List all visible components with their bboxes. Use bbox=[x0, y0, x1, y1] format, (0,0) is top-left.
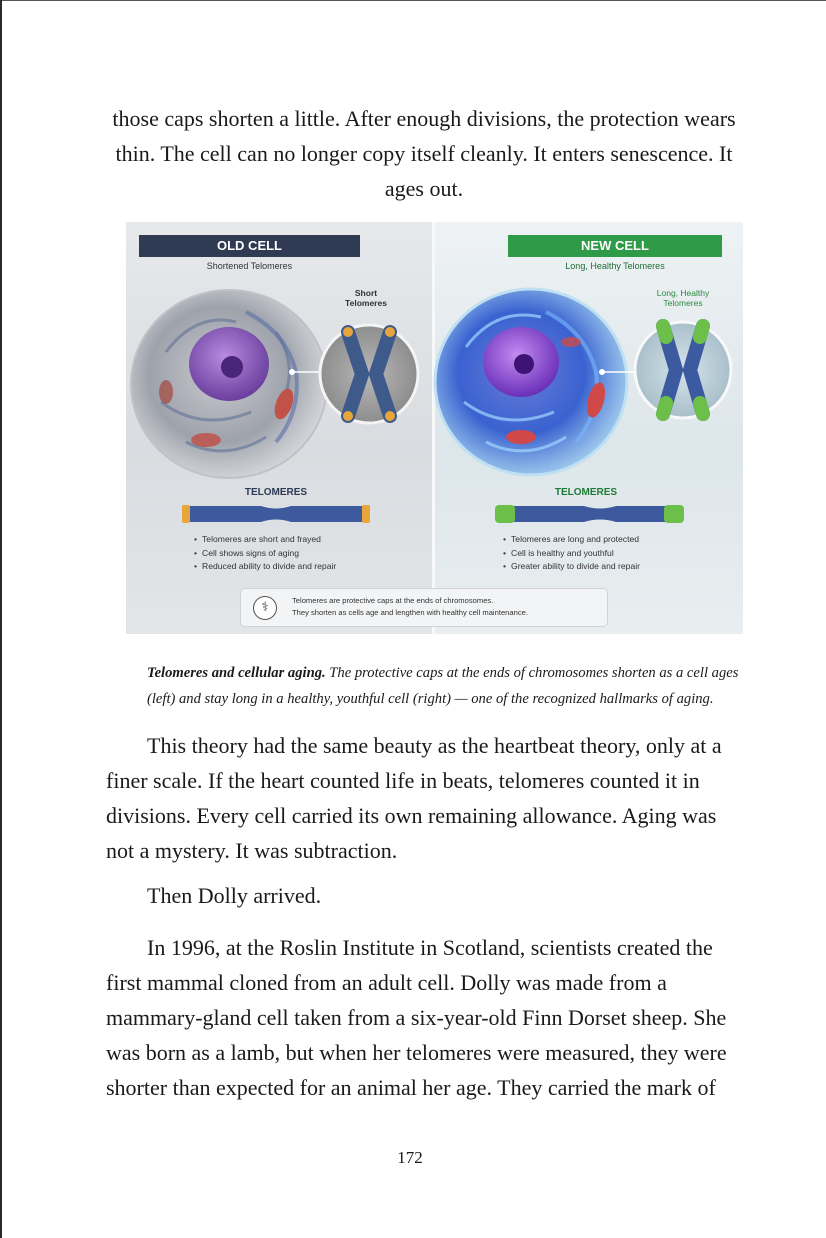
footnote-line-2: They shorten as cells age and lengthen with healthy cell maintenance. bbox=[292, 608, 528, 617]
bullet-item: • Telomeres are short and frayed bbox=[194, 533, 414, 547]
bullet-item: • Cell shows signs of aging bbox=[194, 547, 414, 561]
footnote-line-1: Telomeres are protective caps at the ends of chromosomes. bbox=[292, 596, 494, 605]
figure-caption bbox=[147, 660, 747, 712]
figure-footnote-box bbox=[240, 588, 608, 627]
new-cell-header: NEW CELL bbox=[508, 235, 722, 257]
new-callout-label: Long, Healthy Telomeres bbox=[656, 288, 710, 308]
caption-title: Telomeres and cellular aging. bbox=[147, 665, 326, 681]
body-paragraph bbox=[106, 728, 736, 868]
caption-text: The protective caps at the ends of chromosomes shorten as a cell ages (left) and stay long in a healthy, youthful cell (right) — one of the recognized hallmarks of aging. bbox=[147, 665, 739, 707]
old-chromosome-icon bbox=[320, 325, 418, 423]
intro-paragraph: those caps shorten a little. After enough divisions, the protection wears thin. The cell can no longer copy itself cleanly. It enters senescence. It ages out. bbox=[112, 106, 736, 201]
old-callout-label: Short Telomeres bbox=[345, 288, 387, 308]
figure-footnote-text bbox=[292, 595, 602, 619]
telomere-figure bbox=[126, 222, 743, 634]
old-cell-bullets bbox=[194, 533, 414, 574]
body-paragraph bbox=[106, 930, 736, 1105]
bullet-item: • Cell is healthy and youthful bbox=[503, 547, 733, 561]
new-telomere-bar-icon bbox=[495, 505, 684, 523]
old-cell-icon bbox=[131, 290, 327, 478]
new-chromosome-icon bbox=[635, 322, 731, 418]
page-left-border bbox=[0, 0, 2, 1238]
paragraph-text: In 1996, at the Roslin Institute in Scotland, scientists created the first mammal cloned from an adult cell. Dolly was made from a mammary-gland cell taken from a six-year-old Finn Dorset sheep. She was born as a lamb, but when her telomeres were measured, they were shorter than expected for an animal her age. They carried the mark of bbox=[106, 935, 727, 1100]
page-number: 172 bbox=[397, 1148, 423, 1167]
bullet-item: • Reduced ability to divide and repair bbox=[194, 560, 414, 574]
old-cell-header: OLD CELL bbox=[139, 235, 360, 257]
dna-icon: ⚕ bbox=[253, 596, 277, 620]
new-cell-icon bbox=[435, 289, 627, 475]
old-telomeres-label: TELOMERES bbox=[244, 487, 308, 498]
body-paragraph bbox=[106, 878, 736, 913]
paragraph-text: This theory had the same beauty as the heartbeat theory, only at a finer scale. If the heart counted life in beats, telomeres counted it in divisions. Every cell carried its own remaining allowance. Aging was not a mystery. It was subtraction. bbox=[106, 733, 722, 863]
new-telomeres-label: TELOMERES bbox=[554, 487, 618, 498]
paragraph-text: Then Dolly arrived. bbox=[147, 883, 322, 908]
bullet-item: • Telomeres are long and protected bbox=[503, 533, 733, 547]
old-telomere-bar-icon bbox=[182, 505, 370, 523]
bullet-item: • Greater ability to divide and repair bbox=[503, 560, 733, 574]
new-cell-bullets bbox=[503, 533, 733, 574]
old-cell-subtitle: Shortened Telomeres bbox=[206, 261, 293, 271]
page-top-border bbox=[0, 0, 826, 1]
new-cell-subtitle: Long, Healthy Telomeres bbox=[565, 261, 665, 271]
